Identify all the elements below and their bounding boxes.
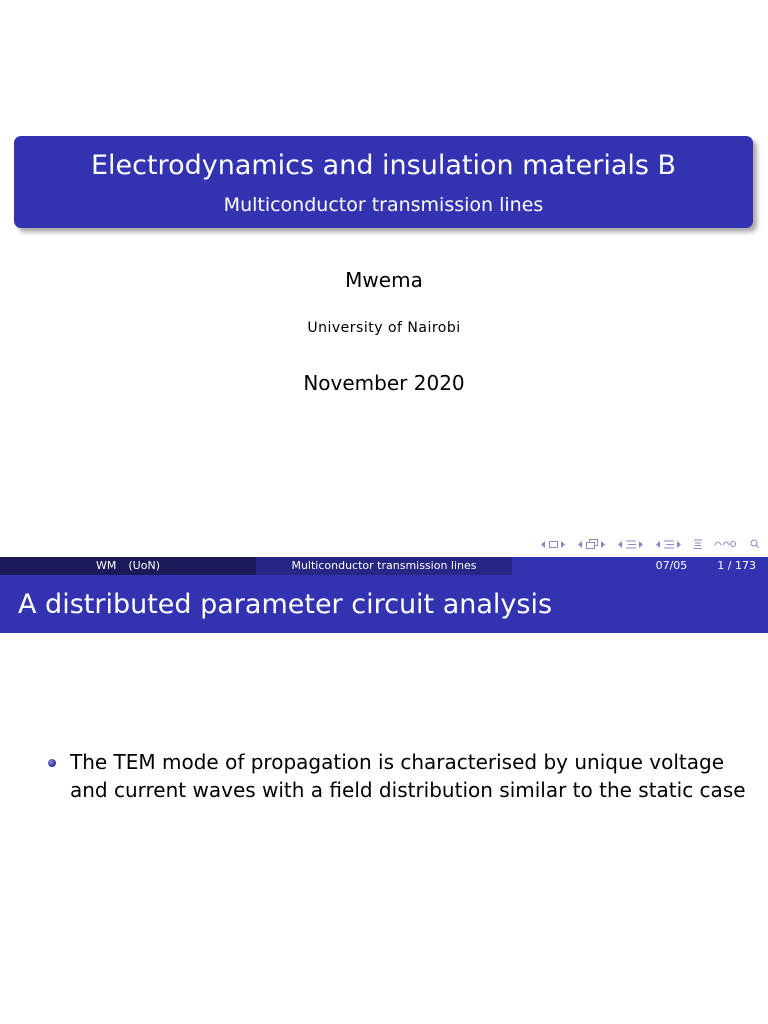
footer-short-title: Multiconductor transmission lines (291, 559, 477, 572)
nav-back-icon[interactable] (714, 539, 738, 549)
navigation-symbols (541, 537, 760, 551)
frame-title: A distributed parameter circuit analysis (18, 589, 553, 620)
presentation-date: November 2020 (303, 371, 465, 395)
institute-name: University of Nairobi (307, 320, 461, 336)
bullet-item (48, 748, 758, 804)
footer-author: WM (96, 559, 117, 572)
bullet-icon (48, 759, 56, 767)
nav-search-icon[interactable] (750, 539, 760, 549)
author-name: Mwema (345, 268, 423, 292)
slide-footer (0, 557, 768, 575)
nav-subsection-icon[interactable] (578, 539, 606, 549)
footer-author-panel (0, 557, 256, 575)
nav-frame-icon[interactable] (541, 541, 566, 548)
footer-institute: (UoN) (128, 559, 160, 572)
nav-section-icon[interactable] (618, 540, 644, 549)
presentation-title: Electrodynamics and insulation materials B (90, 150, 677, 181)
footer-date-panel (512, 557, 768, 575)
bullet-list (48, 748, 758, 804)
footer-date: 07/05 (655, 559, 688, 572)
footer-title-panel (256, 557, 512, 575)
frame-title-bar (0, 575, 768, 633)
nav-document-icon[interactable] (694, 539, 702, 549)
title-block (14, 136, 753, 228)
presentation-subtitle: Multiconductor transmission lines (223, 194, 544, 216)
footer-page-number: 1 / 173 (717, 559, 756, 572)
nav-subsubsection-icon[interactable] (656, 540, 682, 549)
bullet-text: The TEM mode of propagation is characterised by unique voltage and current waves with a field distribution similar to the static case (70, 750, 746, 802)
